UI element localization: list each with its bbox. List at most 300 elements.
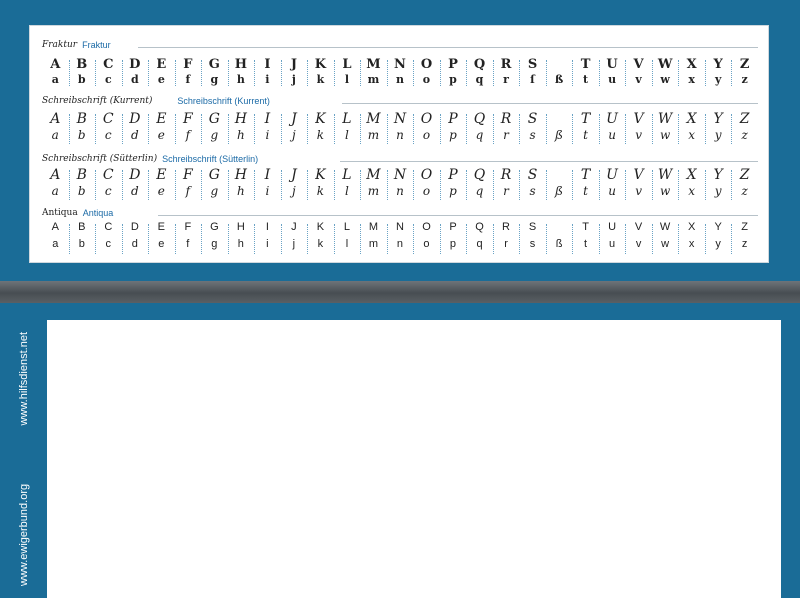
lowercase-glyph: e	[158, 238, 165, 250]
lowercase-glyph: d	[130, 128, 139, 142]
letter-cell	[546, 168, 573, 202]
uppercase-glyph: L	[342, 57, 352, 72]
letter-cell	[705, 222, 732, 256]
uppercase-glyph: D	[129, 167, 141, 183]
lowercase-glyph: p	[449, 184, 457, 198]
uppercase-glyph: W	[657, 57, 673, 72]
letter-cell	[69, 168, 96, 202]
kurrent-label-new: Schreibschrift (Kurrent)	[177, 96, 270, 106]
uppercase-glyph: I	[264, 167, 271, 183]
uppercase-glyph: R	[500, 57, 512, 72]
lowercase-glyph: ß	[555, 128, 564, 142]
lowercase-glyph: k	[316, 128, 325, 142]
lowercase-glyph: j	[292, 238, 296, 250]
uppercase-glyph: S	[527, 111, 538, 127]
lowercase-glyph: y	[714, 73, 722, 86]
uppercase-glyph: X	[686, 167, 697, 183]
letter-cell	[148, 58, 175, 88]
letter-cell	[519, 58, 546, 88]
letter-cell	[599, 222, 626, 256]
letter-cell	[440, 112, 467, 146]
uppercase-glyph: F	[182, 167, 193, 183]
letter-cell	[493, 168, 520, 202]
uppercase-glyph: F	[182, 111, 193, 127]
letter-cell	[254, 112, 281, 146]
uppercase-glyph: T	[582, 221, 589, 233]
lowercase-glyph: f	[185, 73, 191, 86]
uppercase-glyph: L	[343, 221, 350, 233]
letter-cell	[95, 168, 122, 202]
lowercase-glyph: y	[714, 184, 722, 198]
card-divider	[0, 281, 800, 303]
fraktur-label-old: Fraktur	[42, 40, 78, 50]
uppercase-glyph: E	[157, 221, 165, 233]
uppercase-glyph: G	[208, 167, 220, 183]
letter-cell	[175, 168, 202, 202]
lowercase-glyph: t	[584, 238, 588, 250]
alphabet-chart	[29, 25, 769, 263]
letter-cell	[281, 168, 308, 202]
uppercase-glyph: W	[659, 221, 671, 233]
letter-cell	[42, 58, 69, 88]
uppercase-glyph: C	[103, 57, 114, 72]
letter-cell	[201, 58, 228, 88]
letter-cell	[281, 112, 308, 146]
uppercase-glyph: Y	[714, 221, 722, 233]
letter-cell	[201, 168, 228, 202]
uppercase-glyph: V	[633, 57, 644, 72]
lowercase-glyph: f	[186, 238, 190, 250]
uppercase-glyph: H	[236, 221, 245, 233]
lowercase-glyph: j	[291, 73, 296, 86]
lowercase-glyph: o	[422, 128, 431, 142]
uppercase-glyph: J	[290, 57, 297, 72]
lowercase-glyph: b	[77, 184, 86, 198]
letter-cell	[678, 112, 705, 146]
lowercase-glyph: y	[714, 128, 722, 142]
lowercase-glyph: h	[237, 128, 245, 142]
uppercase-glyph: X	[687, 221, 696, 233]
letter-cell	[546, 58, 573, 88]
lowercase-glyph: f	[185, 128, 191, 142]
lowercase-glyph: u	[608, 73, 617, 86]
uppercase-glyph: F	[184, 221, 192, 233]
letter-cell	[281, 222, 308, 256]
uppercase-glyph: Z	[739, 57, 750, 72]
lowercase-glyph: ß	[554, 73, 564, 86]
letter-cell	[360, 168, 387, 202]
lowercase-glyph: m	[367, 128, 380, 142]
uppercase-glyph: J	[291, 111, 297, 127]
uppercase-glyph: D	[130, 221, 139, 233]
letter-cell	[387, 222, 414, 256]
uppercase-glyph: O	[420, 111, 433, 127]
lowercase-glyph: z	[741, 238, 748, 250]
lowercase-glyph: c	[104, 128, 112, 142]
uppercase-glyph: Q	[473, 167, 486, 183]
letter-cell	[95, 112, 122, 146]
letter-cell	[731, 168, 758, 202]
uppercase-glyph: V	[633, 167, 644, 183]
letter-cell	[466, 168, 493, 202]
lowercase-glyph: f	[185, 184, 191, 198]
letter-cell	[705, 58, 732, 88]
lowercase-glyph: h	[237, 184, 245, 198]
letter-cell	[546, 112, 573, 146]
lowercase-glyph: e	[157, 73, 165, 86]
lowercase-glyph: a	[52, 238, 59, 250]
letter-cell	[201, 112, 228, 146]
lowercase-glyph: a	[51, 73, 59, 86]
lowercase-glyph: p	[449, 128, 457, 142]
letter-cell	[625, 168, 652, 202]
lowercase-glyph: i	[265, 128, 270, 142]
letter-cell	[440, 58, 467, 88]
lowercase-glyph: u	[608, 184, 616, 198]
lowercase-glyph: r	[503, 128, 509, 142]
lowercase-glyph: p	[449, 238, 457, 250]
uppercase-glyph: Y	[713, 111, 723, 127]
uppercase-glyph: A	[50, 111, 61, 127]
lowercase-glyph: n	[396, 238, 404, 250]
uppercase-glyph: U	[606, 57, 618, 72]
uppercase-glyph: W	[657, 167, 673, 183]
antiqua-rule-line	[158, 215, 758, 216]
letter-cell	[175, 222, 202, 256]
fraktur-rule-line	[138, 47, 758, 48]
rules-card-rotated	[0, 320, 47, 598]
letter-cell	[678, 168, 705, 202]
kurrent-row	[42, 112, 758, 146]
letter-cell	[519, 112, 546, 146]
lowercase-glyph: y	[715, 238, 721, 250]
letter-cell	[228, 58, 255, 88]
letter-cell	[307, 168, 334, 202]
lowercase-glyph: g	[211, 238, 218, 250]
letter-cell	[281, 58, 308, 88]
uppercase-glyph: P	[448, 57, 458, 72]
letter-cell	[360, 222, 387, 256]
lowercase-glyph: k	[317, 238, 324, 250]
lowercase-glyph: r	[503, 184, 509, 198]
letter-cell	[148, 222, 175, 256]
uppercase-glyph: E	[156, 167, 167, 183]
lowercase-glyph: k	[316, 184, 325, 198]
uppercase-glyph: C	[102, 167, 114, 183]
fraktur-label-new: Fraktur	[82, 40, 111, 50]
lowercase-glyph: b	[78, 238, 85, 250]
lowercase-glyph: e	[157, 184, 165, 198]
uppercase-glyph: M	[366, 111, 381, 127]
lowercase-glyph: i	[265, 73, 270, 86]
lowercase-glyph: r	[504, 238, 508, 250]
uppercase-glyph: P	[448, 167, 458, 183]
uppercase-glyph: N	[395, 221, 404, 233]
letter-cell	[307, 58, 334, 88]
lowercase-glyph: v	[635, 238, 642, 250]
letter-cell	[652, 222, 679, 256]
uppercase-glyph: A	[50, 167, 61, 183]
uppercase-glyph: B	[76, 57, 88, 72]
uppercase-glyph: L	[342, 167, 352, 183]
lowercase-glyph: c	[105, 238, 112, 250]
lowercase-glyph: t	[583, 128, 588, 142]
uppercase-glyph: H	[234, 167, 247, 183]
letter-cell	[228, 112, 255, 146]
uppercase-glyph: H	[234, 57, 248, 72]
lowercase-glyph: o	[422, 73, 431, 86]
lowercase-glyph: i	[266, 238, 269, 250]
lowercase-glyph: u	[608, 128, 616, 142]
kurrent-rule-line	[342, 103, 758, 104]
uppercase-glyph: J	[291, 221, 297, 233]
letter-cell	[334, 222, 361, 256]
suetterlin-label	[42, 154, 258, 164]
letter-cell	[678, 222, 705, 256]
uppercase-glyph: A	[50, 57, 61, 72]
uppercase-glyph: Z	[741, 221, 749, 233]
letter-cell	[546, 222, 573, 256]
letter-cell	[599, 112, 626, 146]
lowercase-glyph: x	[688, 238, 695, 250]
letter-cell	[413, 112, 440, 146]
uppercase-glyph: I	[264, 57, 271, 72]
uppercase-glyph: T	[580, 167, 591, 183]
uppercase-glyph: B	[76, 111, 87, 127]
lowercase-glyph: b	[77, 128, 86, 142]
lowercase-glyph: d	[130, 184, 139, 198]
letter-cell	[625, 222, 652, 256]
letter-cell	[148, 168, 175, 202]
uppercase-glyph	[558, 222, 561, 233]
uppercase-glyph: D	[129, 57, 141, 72]
lowercase-glyph: u	[609, 238, 616, 250]
lowercase-glyph: r	[503, 73, 509, 86]
letter-cell	[254, 168, 281, 202]
letter-cell	[493, 112, 520, 146]
lowercase-glyph: h	[237, 238, 244, 250]
letter-cell	[519, 168, 546, 202]
lowercase-glyph: q	[475, 184, 484, 198]
lowercase-glyph: w	[659, 184, 671, 198]
uppercase-glyph: T	[580, 111, 591, 127]
uppercase-glyph: R	[500, 167, 512, 183]
letter-cell	[652, 58, 679, 88]
lowercase-glyph: m	[367, 184, 380, 198]
lowercase-glyph: v	[635, 128, 642, 142]
letter-cell	[652, 112, 679, 146]
letter-cell	[148, 112, 175, 146]
letter-cell	[599, 168, 626, 202]
uppercase-glyph: H	[234, 111, 247, 127]
uppercase-glyph: A	[51, 221, 59, 233]
suetterlin-label-new: Schreibschrift (Sütterlin)	[162, 154, 259, 164]
uppercase-glyph: J	[291, 167, 297, 183]
letter-cell	[69, 112, 96, 146]
lowercase-glyph: s	[529, 238, 536, 250]
fraktur-row	[42, 58, 758, 88]
letter-cell	[69, 222, 96, 256]
uppercase-glyph	[557, 112, 561, 126]
lowercase-glyph: j	[292, 184, 296, 198]
lowercase-glyph: o	[422, 184, 431, 198]
letter-cell	[413, 222, 440, 256]
uppercase-glyph: P	[449, 221, 457, 233]
letter-cell	[572, 112, 599, 146]
letter-cell	[572, 58, 599, 88]
uppercase-glyph: K	[316, 221, 325, 233]
lowercase-glyph: a	[51, 184, 59, 198]
uppercase-glyph: K	[314, 57, 327, 72]
uppercase-glyph: V	[634, 221, 643, 233]
suetterlin-label-old: Schreibschrift (Sütterlin)	[42, 154, 158, 164]
rules-panel-3	[0, 320, 35, 598]
letter-cell	[652, 168, 679, 202]
letter-cell	[519, 222, 546, 256]
lowercase-glyph: g	[210, 73, 219, 86]
letter-cell	[493, 222, 520, 256]
lowercase-glyph: w	[661, 238, 670, 250]
letter-cell	[42, 168, 69, 202]
letter-cell	[254, 222, 281, 256]
lowercase-glyph: z	[741, 73, 748, 86]
uppercase-glyph: O	[422, 221, 431, 233]
uppercase-glyph: F	[183, 57, 193, 72]
uppercase-glyph	[557, 168, 561, 182]
suetterlin-row	[42, 168, 758, 202]
uppercase-glyph: I	[265, 221, 269, 233]
uppercase-glyph: K	[315, 111, 326, 127]
uppercase-glyph: C	[102, 111, 114, 127]
lowercase-glyph: q	[476, 238, 483, 250]
letter-cell	[625, 58, 652, 88]
letter-cell	[413, 168, 440, 202]
uppercase-glyph: S	[527, 57, 538, 72]
letter-cell	[122, 222, 149, 256]
lowercase-glyph: x	[688, 184, 696, 198]
uppercase-glyph: Y	[713, 57, 723, 72]
uppercase-glyph: Q	[473, 111, 486, 127]
lowercase-glyph: l	[345, 184, 349, 198]
lowercase-glyph: x	[688, 73, 695, 86]
uppercase-glyph: Y	[713, 167, 723, 183]
letter-cell	[175, 112, 202, 146]
letter-cell	[307, 222, 334, 256]
letter-cell	[201, 222, 228, 256]
uppercase-glyph: N	[394, 57, 406, 72]
lowercase-glyph: v	[635, 73, 642, 86]
antiqua-label-new: Antiqua	[82, 208, 114, 218]
lowercase-glyph: v	[635, 184, 642, 198]
kurrent-label	[42, 96, 270, 106]
letter-cell	[307, 112, 334, 146]
lowercase-glyph: n	[396, 184, 404, 198]
uppercase-glyph: W	[657, 111, 673, 127]
lowercase-glyph: t	[583, 73, 589, 86]
uppercase-glyph: M	[366, 167, 381, 183]
letter-cell	[254, 58, 281, 88]
lowercase-glyph: l	[345, 238, 349, 250]
letter-cell	[228, 222, 255, 256]
lowercase-glyph: ſ	[530, 73, 535, 86]
letter-cell	[95, 222, 122, 256]
uppercase-glyph: V	[633, 111, 644, 127]
letter-cell	[122, 112, 149, 146]
lowercase-glyph: d	[131, 238, 138, 250]
lowercase-glyph: h	[236, 73, 245, 86]
ewigerbund-link[interactable]: www.ewigerbund.org	[17, 483, 30, 586]
letter-cell	[413, 58, 440, 88]
uppercase-glyph: X	[686, 111, 697, 127]
lowercase-glyph: o	[423, 238, 430, 250]
lowercase-glyph: m	[367, 73, 380, 86]
lowercase-glyph: z	[741, 128, 748, 142]
lowercase-glyph: ß	[555, 238, 563, 250]
lowercase-glyph: b	[77, 73, 86, 86]
antiqua-label	[42, 208, 113, 218]
lowercase-glyph: c	[104, 73, 112, 86]
letter-cell	[360, 58, 387, 88]
uppercase-glyph: Z	[739, 167, 750, 183]
lowercase-glyph: w	[660, 73, 670, 86]
lowercase-glyph: a	[51, 128, 59, 142]
uppercase-glyph: U	[606, 111, 618, 127]
letter-cell	[440, 222, 467, 256]
uppercase-glyph: G	[210, 221, 219, 233]
uppercase-glyph: N	[393, 167, 407, 183]
uppercase-glyph: Z	[739, 111, 750, 127]
hilfsdienst-link[interactable]: www.hilfsdienst.net	[17, 332, 30, 426]
letter-cell	[69, 58, 96, 88]
letter-cell	[493, 58, 520, 88]
uppercase-glyph: E	[156, 111, 167, 127]
uppercase-glyph	[557, 58, 562, 71]
lowercase-glyph: i	[265, 184, 270, 198]
lowercase-glyph: w	[659, 128, 671, 142]
lowercase-glyph: x	[688, 128, 696, 142]
kurrent-label-old: Schreibschrift (Kurrent)	[42, 96, 153, 106]
uppercase-glyph: C	[104, 221, 113, 233]
letter-cell	[705, 112, 732, 146]
letter-cell	[334, 168, 361, 202]
uppercase-glyph: U	[606, 167, 618, 183]
uppercase-glyph: B	[76, 167, 87, 183]
lowercase-glyph: j	[292, 128, 296, 142]
lowercase-glyph: p	[449, 73, 457, 86]
uppercase-glyph: L	[342, 111, 352, 127]
uppercase-glyph: M	[368, 221, 379, 233]
letter-cell	[334, 112, 361, 146]
fraktur-label	[42, 40, 111, 50]
lowercase-glyph: t	[583, 184, 588, 198]
letter-cell	[42, 222, 69, 256]
uppercase-glyph: O	[420, 57, 433, 72]
lowercase-glyph: k	[316, 73, 325, 86]
letter-cell	[387, 112, 414, 146]
letter-cell	[387, 168, 414, 202]
uppercase-glyph: N	[393, 111, 407, 127]
lowercase-glyph: l	[345, 128, 349, 142]
uppercase-glyph: E	[156, 57, 167, 72]
uppercase-glyph: P	[448, 111, 458, 127]
lowercase-glyph: e	[157, 128, 165, 142]
uppercase-glyph: M	[366, 57, 381, 72]
letter-cell	[572, 222, 599, 256]
uppercase-glyph: O	[420, 167, 433, 183]
letter-cell	[387, 58, 414, 88]
letter-cell	[466, 112, 493, 146]
lowercase-glyph: n	[395, 73, 404, 86]
